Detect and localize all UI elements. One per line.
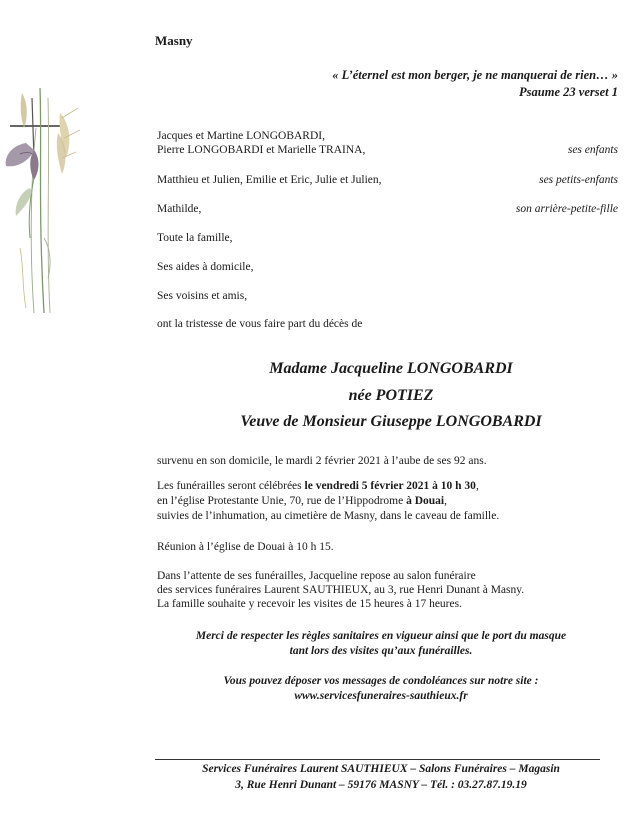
funeral-date-post: ,: [475, 480, 479, 492]
psalm-reference: Psaume 23 verset 1: [519, 85, 618, 99]
funeral-church-post: ,: [444, 495, 448, 507]
relation-great-grandchild: son arrière-petite-fille: [515, 203, 618, 215]
deceased-name: Madame Jacqueline LONGOBARDI: [269, 360, 513, 377]
town-name: Masny: [155, 33, 193, 48]
funeral-date-line: [157, 480, 479, 492]
reunion-line: Réunion à l’église de Douai à 10 h 15.: [157, 541, 334, 553]
footer-address: 3, Rue Henri Dunant – 59176 MASNY – Tél. : 03.27.87.19.19: [235, 779, 527, 791]
psalm-quote: « L’éternel est mon berger, je ne manquerai de rien… »: [332, 68, 618, 82]
rest-line-3: La famille souhaite y recevoir les visites de 15 heures à 17 heures.: [157, 598, 462, 610]
family-children-line1: Jacques et Martine LONGOBARDI,: [157, 130, 325, 142]
funeral-church-city: à Douai: [406, 495, 445, 507]
rest-line-2: des services funéraires Laurent SAUTHIEUX, au 3, rue Henri Dunant à Masny.: [157, 584, 525, 596]
others-family: Toute la famille,: [157, 232, 233, 244]
funeral-date: le vendredi 5 février 2021 à 10 h 30: [304, 480, 476, 492]
deceased-widow-of: Veuve de Monsieur Giuseppe LONGOBARDI: [240, 413, 542, 430]
others-neighbours: Ses voisins et amis,: [157, 290, 248, 302]
announcement-line: ont la tristesse de vous faire part du décès de: [157, 318, 363, 330]
sanitary-notice-line-1: Merci de respecter les règles sanitaires en vigueur ainsi que le port du masque: [195, 630, 567, 642]
deceased-maiden-name: née POTIEZ: [348, 387, 434, 404]
condolences-website: www.servicesfuneraires-sauthieux.fr: [294, 690, 468, 702]
family-grandchildren: Matthieu et Julien, Emilie et Eric, Julie et Julien,: [157, 174, 382, 186]
funeral-date-pre: Les funérailles seront célébrées: [157, 480, 305, 492]
sanitary-notice-line-2: tant lors des visites qu’aux funérailles.: [289, 645, 473, 657]
rest-line-1: Dans l’attente de ses funérailles, Jacqueline repose au salon funéraire: [157, 570, 476, 582]
others-aides: Ses aides à domicile,: [157, 261, 254, 273]
funeral-burial-line: suivies de l’inhumation, au cimetière de Masny, dans le caveau de famille.: [157, 510, 500, 522]
death-details: survenu en son domicile, le mardi 2 février 2021 à l’aube de ses 92 ans.: [157, 455, 487, 467]
footer-company: Services Funéraires Laurent SAUTHIEUX – Salons Funéraires – Magasin: [202, 763, 560, 775]
family-children-line2: Pierre LONGOBARDI et Marielle TRAINA,: [157, 144, 366, 156]
condolences-line: Vous pouvez déposer vos messages de condoléances sur notre site :: [223, 675, 539, 687]
funeral-church-pre: en l’église Protestante Unie, 70, rue de l’Hippodrome: [157, 495, 407, 507]
relation-children: ses enfants: [567, 144, 618, 156]
footer-divider: [155, 759, 600, 760]
calla-lily-wheat-illustration: [0, 88, 90, 318]
family-great-grandchild: Mathilde,: [157, 203, 202, 215]
funeral-church-line: [157, 495, 447, 507]
relation-grandchildren: ses petits-enfants: [539, 174, 618, 186]
